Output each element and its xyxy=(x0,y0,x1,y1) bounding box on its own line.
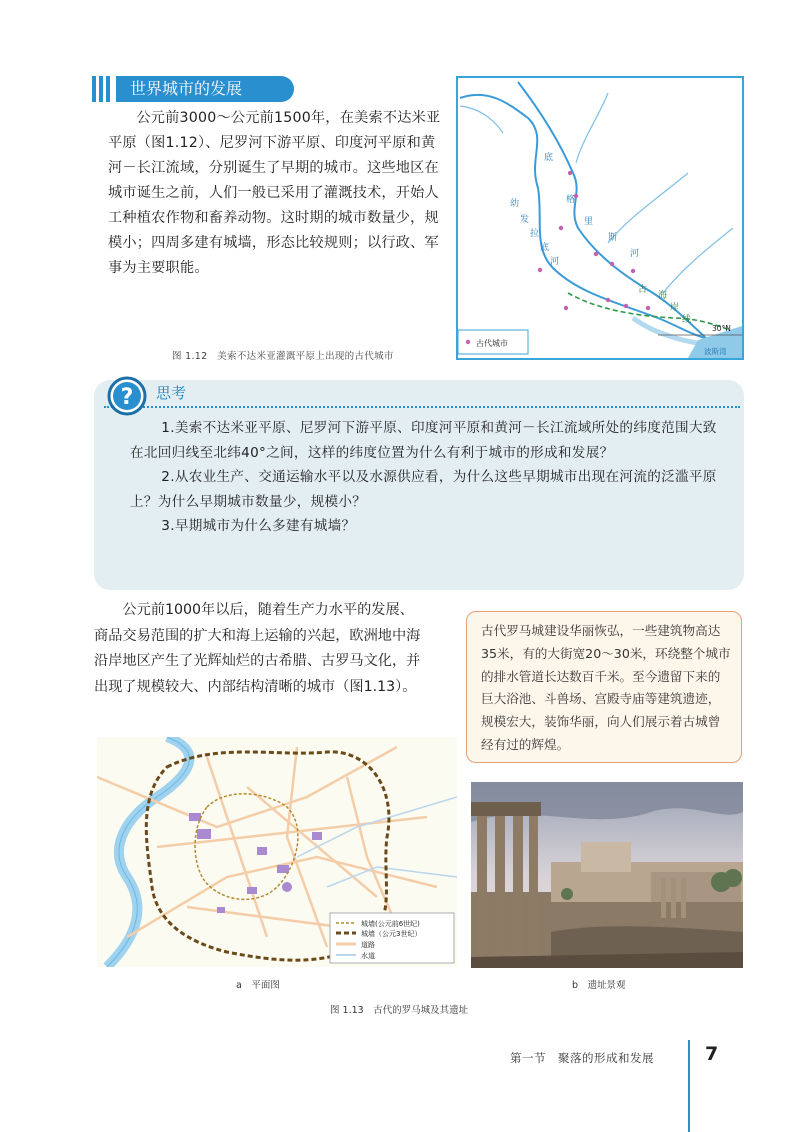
colosseum xyxy=(282,882,292,892)
legend-label: 城墙(公元前6世纪) xyxy=(361,920,420,928)
coast-label: 古 xyxy=(638,285,648,295)
city-dot xyxy=(594,252,598,256)
building xyxy=(217,907,225,913)
building xyxy=(247,887,257,894)
svg-text:?: ? xyxy=(120,385,134,410)
tributary-3 xyxy=(663,228,733,293)
think-question-3: 3.早期城市为什么多建有城墙？ xyxy=(161,518,356,534)
rome-plan-svg xyxy=(97,737,457,967)
city-dot xyxy=(538,268,542,272)
river-label: 斯 xyxy=(608,233,618,243)
river-label: 发 xyxy=(520,215,530,225)
river-label: 河 xyxy=(630,249,640,259)
city-dot xyxy=(606,298,610,302)
roman-ruins-svg xyxy=(471,782,743,968)
question-icon-svg xyxy=(107,376,147,416)
building xyxy=(197,829,211,839)
wall-6th-century-bc xyxy=(195,794,298,900)
question-icon xyxy=(107,376,147,416)
footer-divider xyxy=(688,1040,690,1132)
think-divider xyxy=(104,406,740,408)
figure-1-13b-caption: b 遗址景观 xyxy=(572,980,626,991)
coast-label: 海 xyxy=(658,291,668,301)
coast-label: 岸 xyxy=(670,303,680,313)
tributary-1 xyxy=(576,93,608,163)
city-dot xyxy=(610,262,614,266)
legend-label: 水道 xyxy=(361,952,375,960)
city-dot xyxy=(564,306,568,310)
river-label: 里 xyxy=(584,217,594,227)
mesopotamia-map xyxy=(456,76,744,360)
roman-ruins-photo xyxy=(471,782,743,968)
think-question-1: 1.美索不达米亚平原、尼罗河下游平原、印度河平原和黄河－长江流域所处的纬度范围大致在北回归线至北纬40°之间，这样的纬度位置为什么有利于城市的形成和发展？ xyxy=(130,420,717,461)
river-label: 河 xyxy=(550,257,560,267)
figure-1-13a-caption: a 平面图 xyxy=(236,980,280,991)
think-label: 思考 xyxy=(156,384,187,402)
city-dot xyxy=(568,171,572,175)
rome-paragraph xyxy=(94,598,424,700)
legend-city-dot xyxy=(466,340,470,344)
road xyxy=(287,747,327,947)
section-title-bars xyxy=(92,76,114,102)
intro-paragraph xyxy=(108,106,448,281)
tributary-2 xyxy=(608,173,688,243)
building xyxy=(257,847,267,855)
rome-plan-map xyxy=(97,737,457,967)
river-label: 格 xyxy=(566,195,576,205)
mesopotamia-map-svg xyxy=(458,78,742,358)
river-label: 幼 xyxy=(510,199,520,209)
road xyxy=(347,777,397,927)
euphrates-branch xyxy=(460,106,503,133)
legend-label: 城墙（公元3世纪） xyxy=(361,930,422,938)
city-dot xyxy=(559,226,563,230)
rome-text: 公元前1000年以后，随着生产力水平的发展、商品交易范围的扩大和海上运输的兴起，欧洲地中海沿岸地区产生了光辉灿烂的古希腊、古罗马文化，并出现了规模较大、内部结构清晰的城市（图1.13）。 xyxy=(94,602,421,695)
intro-text: 公元前3000～公元前1500年，在美索不达米亚平原（图1.12）、尼罗河下游平原、印度河平原和黄河－长江流域，分别诞生了早期的城市。这些地区在城市诞生之前，人们一般已采用了灌溉技术，开始人工种植农作物和畜养动物。这时期的城市数量少，规模小；四周多建有城墙，形态比较规则；以行政、军事为主要职能。 xyxy=(108,110,441,276)
rome-note-box: 古代罗马城建设华丽恢弘，一些建筑物高达35米，有的大街宽20～30米，环绕整个城市的排水管道长达数百千米。至今遗留下来的巨大浴池、斗兽场、宫殿寺庙等建筑遗迹，规模宏大，装饰华丽，向人们展示着古城曾经有过的辉煌。 xyxy=(466,611,742,763)
building xyxy=(312,832,322,840)
buildings xyxy=(189,813,322,913)
legend-label: 古代城市 xyxy=(476,339,508,348)
coast-label: 线 xyxy=(682,315,692,325)
figure-1-12-caption: 图 1.12 美索不达米亚灌溉平原上出现的古代城市 xyxy=(172,351,394,362)
city-dot xyxy=(624,304,628,308)
building xyxy=(189,813,201,821)
latitude-label: 30°N xyxy=(712,324,731,333)
river-label: 底 xyxy=(544,153,554,163)
tiber-river-edge xyxy=(107,737,189,967)
city-dot xyxy=(646,306,650,310)
river-label: 底 xyxy=(540,243,550,253)
river-label: 拉 xyxy=(530,229,540,239)
gulf-label: 波斯湾 xyxy=(704,347,727,356)
think-question-2: 2.从农业生产、交通运输水平以及水源供应看，为什么这些早期城市出现在河流的泛滥平原上？为什么早期城市数量少，规模小？ xyxy=(130,469,717,510)
legend-label: 道路 xyxy=(361,941,375,949)
chapter-footer: 第一节 聚落的形成和发展 xyxy=(510,1051,654,1065)
think-questions xyxy=(130,416,730,539)
figure-1-13-caption: 图 1.13 古代的罗马城及其遗址 xyxy=(330,1005,469,1016)
city-dot xyxy=(631,269,635,273)
page-number: 7 xyxy=(705,1043,719,1065)
section-title: 世界城市的发展 xyxy=(116,76,294,102)
ancient-cities xyxy=(538,171,650,310)
road xyxy=(247,787,377,897)
aqueducts xyxy=(297,797,457,887)
building xyxy=(277,865,289,873)
